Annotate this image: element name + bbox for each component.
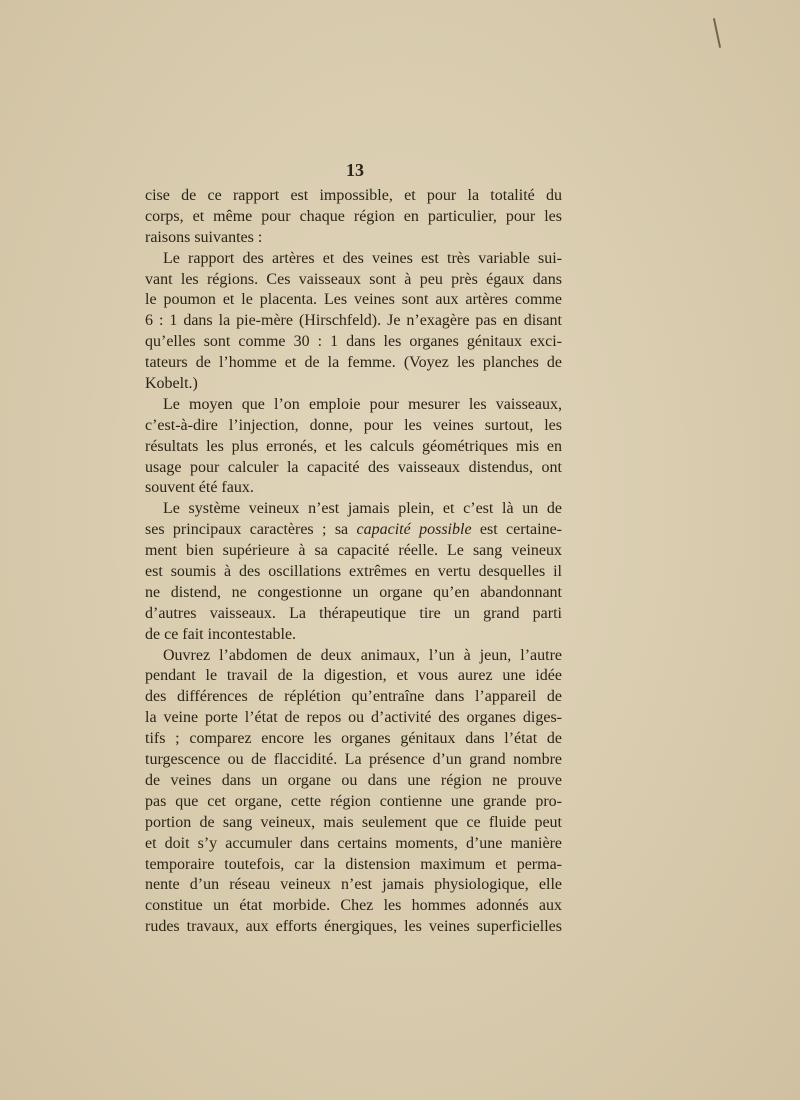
text-line: Kobelt.) [145,375,198,393]
text-line: corps, et même pour chaque région en particulier, pour les [145,207,562,225]
text-line-with-italic [145,520,562,541]
text-line: rudes travaux, aux efforts énergiques, les veines superficielles [145,918,562,936]
page-number: 13 [346,160,364,180]
body-text [145,186,562,938]
text-segment: est certaine- [471,521,563,539]
text-line: est soumis à des oscillations extrêmes en vertu desquelles il [145,563,562,581]
text-line: usage pour calculer la capacité des vaisseaux distendus, ont [145,458,562,476]
text-line: cise de ce rapport est impossible, et pour la totalité du [145,187,562,204]
text-line: pas que cet organe, cette région contienne une grande pro- [145,792,562,810]
text-line: temporaire toutefois, car la distension maximum et perma- [145,855,562,873]
text-line: portion de sang veineux, mais seulement que ce fluide peut [145,813,562,831]
text-line: ne distend, ne congestionne un organe qu’en abandonnant [145,583,562,601]
text-line: d’autres vaisseaux. La thérapeutique tire un grand parti [145,604,562,622]
text-line: le poumon et le placenta. Les veines sont aux artères comme [145,291,562,309]
text-line: pendant le travail de la digestion, et vous aurez une idée [145,667,562,685]
text-line: constitue un état morbide. Chez les hommes adonnés aux [145,897,562,915]
text-line: des différences de réplétion qu’entraîne dans l’appareil de [145,688,562,706]
edge-mark [713,18,721,48]
text-line: tateurs de l’homme et de la femme. (Voyez les planches de [145,354,562,372]
text-line: et doit s’y accumuler dans certains moments, d’une manière [145,834,562,852]
text-line: vant les régions. Ces vaisseaux sont à peu près égaux dans [145,270,562,288]
text-line: ment bien supérieure à sa capacité réelle. Le sang veineux [145,542,562,560]
text-line: la veine porte l’état de repos ou d’activité des organes diges- [145,709,562,727]
text-line: de ce fait incontestable. [145,625,297,643]
text-segment: ses principaux caractères ; sa [145,521,357,539]
text-line: c’est-à-dire l’injection, donne, pour les veines surtout, les [145,416,562,434]
text-line: turgescence ou de flaccidité. La présence d’un grand nombre [145,751,562,769]
text-line: raisons suivantes : [145,228,263,246]
text-line: de veines dans un organe ou dans une région ne prouve [145,771,562,789]
italic-phrase: capacité possible [356,521,472,539]
text-line: 6 : 1 dans la pie-mère (Hirschfeld). Je n’exagère pas en disant [145,312,562,330]
text-line: résultats les plus erronés, et les calculs géométriques mis en [145,437,562,455]
text-line: qu’elles sont comme 30 : 1 dans les organes génitaux exci- [145,333,562,351]
text-line: Le système veineux n’est jamais plein, et c’est là un de [163,500,562,518]
text-line: tifs ; comparez encore les organes génitaux dans l’état de [145,730,562,748]
text-line: nente d’un réseau veineux n’est jamais physiologique, elle [145,876,562,894]
text-line: Ouvrez l’abdomen de deux animaux, l’un à jeun, l’autre [163,646,562,664]
text-line: Le rapport des artères et des veines est très variable sui- [163,249,562,267]
text-line: Le moyen que l’on emploie pour mesurer les vaisseaux, [163,395,562,413]
text-line: souvent été faux. [145,479,254,497]
